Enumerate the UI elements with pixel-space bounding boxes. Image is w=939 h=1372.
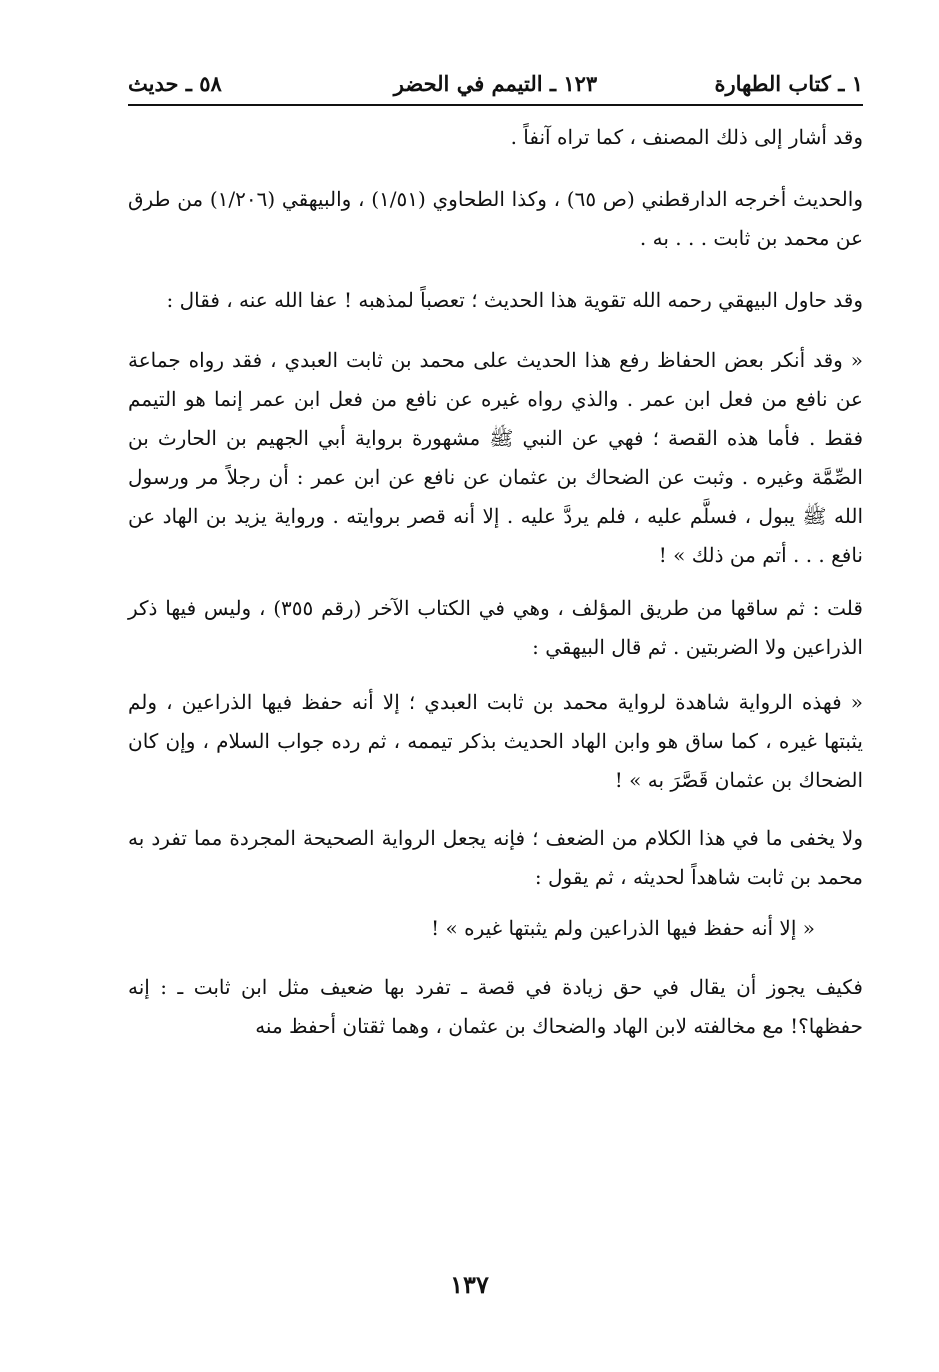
quote-bayhaqi-2: « فهذه الرواية شاهدة لرواية محمد بن ثابت العبدي ؛ إلا أنه حفظ فيها الذراعين ، ولم يثبتها غيره ، كما ساق هو وابن الهاد الحديث بذكر تيممه ، ثم رده جواب السلام ، وإن كان الضحاك بن عثمان قَصَّرَ به » ! <box>128 690 863 792</box>
paragraph-9: فكيف يجوز أن يقال في حق زيادة في قصة ـ تفرد بها ضعيف مثل ابن ثابت ـ : إنه حفظها؟! مع مخالفته لابن الهاد والضحاك بن عثمان ، وهما ثقتان أحفظ منه <box>128 975 863 1038</box>
header-divider <box>128 104 863 106</box>
paragraph-5: قلت : ثم ساقها من طريق المؤلف ، وهي في الكتاب الآخر (رقم ٣٥٥) ، وليس فيها ذكر الذراعين ولا الضربتين . ثم قال البيهقي : <box>128 596 863 659</box>
header-book-title: ١ ـ كتاب الطهارة <box>714 71 863 96</box>
paragraph-3: وقد حاول البيهقي رحمه الله تقوية هذا الحديث ؛ تعصباً لمذهبه ! عفا الله عنه ، فقال : <box>166 288 863 312</box>
quote-bayhaqi-1: « وقد أنكر بعض الحفاظ رفع هذا الحديث على محمد بن ثابت العبدي ، فقد رواه جماعة عن نافع من فعل ابن عمر . والذي رواه غيره عن نافع من فعل ابن عمر إنما هو التيمم فقط . فأما هذه القصة ؛ فهي عن النبي ﷺ مشهورة برواية أبي الجهيم بن الحارث بن الصِّمَّة وغيره . وثبت عن الضحاك بن عثمان عن نافع عن ابن عمر : أن رجلاً مر ورسول الله ﷺ يبول ، فسلَّم عليه ، فلم يردَّ عليه . إلا أنه قصر بروايته . ورواية يزيد بن الهاد عن نافع . . . أتم من ذلك » ! <box>128 348 863 567</box>
page-number: ١٣٧ <box>450 1270 489 1299</box>
header-hadith-number: ٥٨ ـ حديث <box>128 71 222 96</box>
header-chapter-title: ١٢٣ ـ التيمم في الحضر <box>393 71 598 96</box>
paragraph-2: والحديث أخرجه الدارقطني (ص ٦٥) ، وكذا الطحاوي (١/٥١) ، والبيهقي (١/٢٠٦) من طرق عن محمد بن ثابت . . . به . <box>128 187 863 250</box>
quote-short: « إلا أنه حفظ فيها الذراعين ولم يثبتها غيره » ! <box>431 916 815 940</box>
paragraph-1: وقد أشار إلى ذلك المصنف ، كما تراه آنفاً . <box>510 125 863 149</box>
page-body <box>128 118 863 1065</box>
paragraph-7: ولا يخفى ما في هذا الكلام من الضعف ؛ فإنه يجعل الرواية الصحيحة المجردة مما تفرد به محمد بن ثابت شاهداً لحديثه ، ثم يقول : <box>128 826 863 889</box>
running-header <box>128 66 863 102</box>
